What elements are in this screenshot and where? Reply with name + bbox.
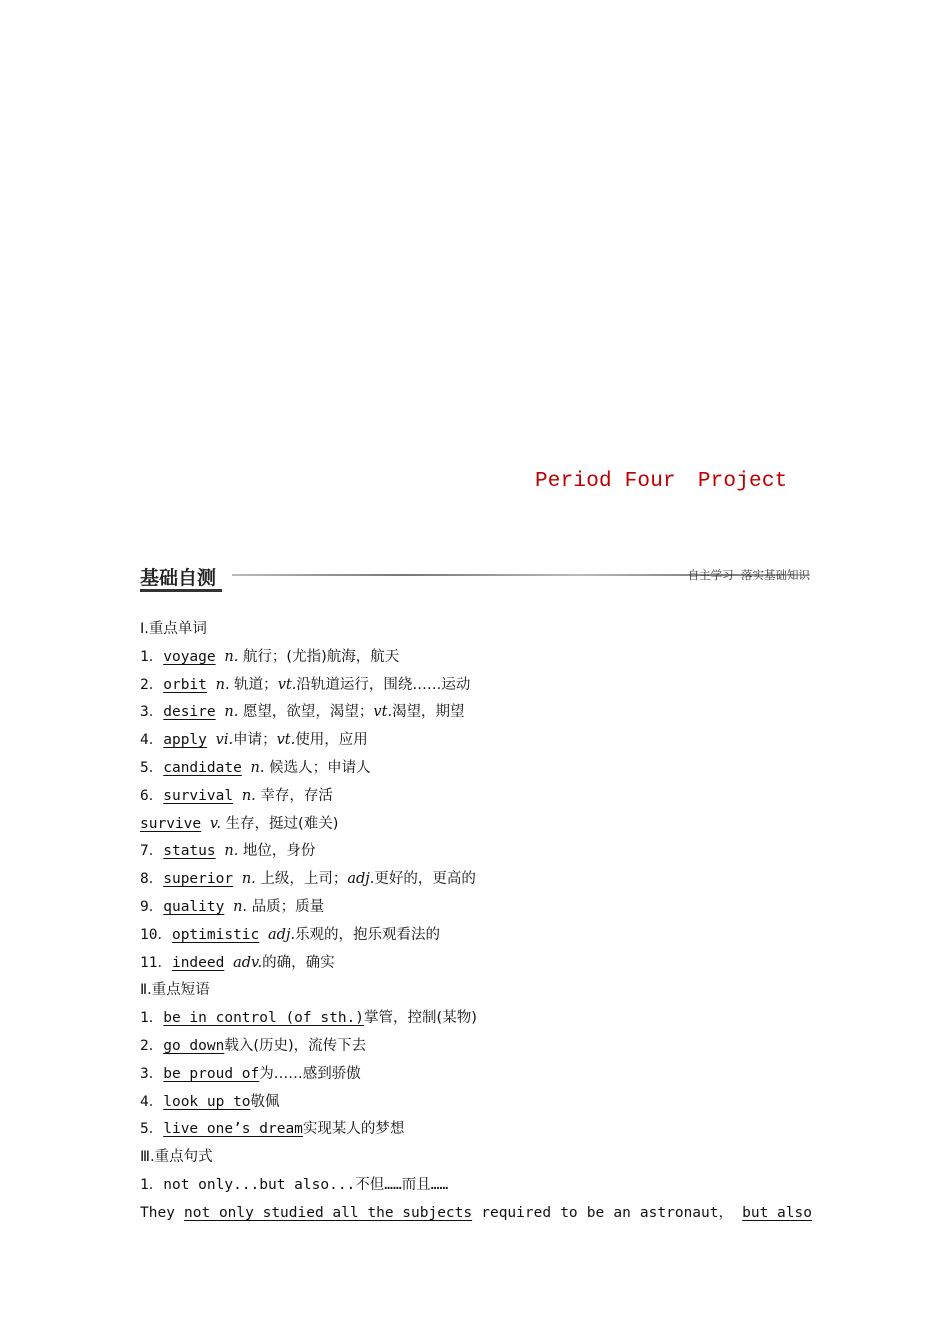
word-meaning: 上级，上司； [255,871,348,888]
word-entry [140,922,812,950]
section-title-underline [140,589,222,592]
heading-sentences: Ⅲ.重点句式 [140,1149,213,1166]
vocab-word: voyage [163,648,216,665]
part-of-speech: vt. [276,732,296,749]
example-sentence [140,1200,812,1228]
word-list [140,644,812,978]
phrase-entry [140,1061,812,1089]
part-of-speech: v. [209,815,221,832]
phrase-meaning: 敬佩 [250,1093,280,1110]
word-meaning: 地位，身份 [238,843,316,860]
entry-number: 9． [140,898,164,915]
word-meaning: 候选人；申请人 [264,759,371,776]
key-phrase: be in control (of sth.) [163,1010,365,1027]
word-entry [140,866,812,894]
word-entry [140,727,812,755]
entry-number: 7． [140,843,164,860]
word-meaning: 生存，挺过(难关) [220,815,339,832]
entry-number: 8． [140,871,164,888]
word-entry [140,699,812,727]
part-of-speech: vt. [373,704,393,721]
word-meaning: 航行；(尤指)航海，航天 [238,648,400,665]
key-phrase: live one’s dream [163,1121,303,1138]
entry-number: 3． [140,704,164,721]
part-of-speech: n. [215,676,230,693]
phrase-meaning: 掌管，控制(某物) [364,1010,477,1027]
title-part1: Period Four [535,470,676,493]
entry-number: 11． [140,954,172,971]
entry-number: 2． [140,1037,164,1054]
part-of-speech: n. [224,843,239,860]
part-of-speech: adv. [233,954,263,971]
word-entry [140,783,812,811]
entry-number: 6． [140,787,164,804]
word-meaning: 使用，应用 [295,732,368,749]
phrase-entry [140,1033,812,1061]
word-meaning: 轨道； [229,676,278,693]
entry-number: 5． [140,759,164,776]
word-meaning: 幸存，存活 [255,787,333,804]
example-word: They [140,1204,175,1221]
part-of-speech: n. [233,898,248,915]
word-entry [140,811,812,839]
word-entry [140,672,812,700]
sentence-pattern-1: 1．not only...but also...不但……而且…… [140,1176,449,1193]
vocab-word: indeed [171,954,225,971]
phrase-meaning: 实现某人的梦想 [302,1121,405,1138]
part-of-speech: adj. [268,926,296,943]
example-word: to [560,1204,578,1221]
entry-number: 1． [140,1010,164,1027]
section-title: 基础自测 [140,567,217,589]
example-blank-2: but also [742,1204,812,1221]
vocab-word: candidate [163,759,242,776]
key-phrase: go down [163,1037,225,1054]
part-of-speech: n. [241,871,256,888]
vocab-word: survive [140,815,202,832]
section-header [140,563,812,593]
title-part2: Project [697,470,788,493]
word-entry [140,644,812,672]
word-meaning: 品质；质量 [247,898,325,915]
part-of-speech: vi. [215,732,234,749]
example-word: required [481,1204,552,1221]
part-of-speech: vt. [277,676,297,693]
entry-number: 5． [140,1121,164,1138]
section-subtitle: 自主学习 落实基础知识 [687,568,810,582]
phrase-meaning: 载入(历史)，流传下去 [224,1037,367,1054]
entry-number: 4． [140,1093,164,1110]
part-of-speech: n. [224,648,239,665]
word-entry [140,950,812,978]
heading-words: Ⅰ.重点单词 [140,621,207,637]
word-meaning: 申请； [233,732,277,749]
page-title [535,470,809,493]
vocab-word: superior [163,871,234,888]
word-entry [140,755,812,783]
vocab-word: status [163,843,216,860]
entry-number: 3． [140,1065,164,1082]
vocab-word: quality [163,898,225,915]
part-of-speech: adj. [347,871,375,888]
entry-number: 4． [140,732,164,749]
word-meaning: 更好的，更高的 [374,871,476,888]
example-word: astronaut， [639,1204,733,1221]
part-of-speech: n. [241,787,256,804]
phrase-entry [140,1089,812,1117]
entry-number: 1． [140,648,164,665]
key-phrase: look up to [163,1093,251,1110]
word-meaning: 愿望，欲望，渴望； [238,704,374,721]
entry-number: 2． [140,676,164,693]
word-meaning: 沿轨道运行，围绕……运动 [296,676,471,693]
word-meaning: 乐观的，抱乐观看法的 [295,926,441,943]
part-of-speech: n. [224,704,239,721]
part-of-speech: n. [250,759,265,776]
phrase-list [140,1005,812,1144]
example-blank-1: not only studied all the subjects [184,1204,473,1221]
vocab-word: survival [163,787,234,804]
example-word: be [586,1204,605,1221]
word-entry [140,838,812,866]
word-entry [140,894,812,922]
phrase-entry [140,1116,812,1144]
example-word: an [613,1204,631,1221]
content [140,616,812,1228]
heading-phrases: Ⅱ.重点短语 [140,982,210,999]
word-meaning: 渴望，期望 [392,704,465,721]
phrase-meaning: 为……感到骄傲 [259,1065,361,1082]
word-meaning: 的确，确实 [262,954,335,971]
vocab-word: desire [163,704,216,721]
phrase-entry [140,1005,812,1033]
vocab-word: optimistic [171,926,260,943]
vocab-word: orbit [163,676,207,693]
entry-number: 10． [140,926,172,943]
vocab-word: apply [163,732,207,749]
key-phrase: be proud of [163,1065,260,1082]
